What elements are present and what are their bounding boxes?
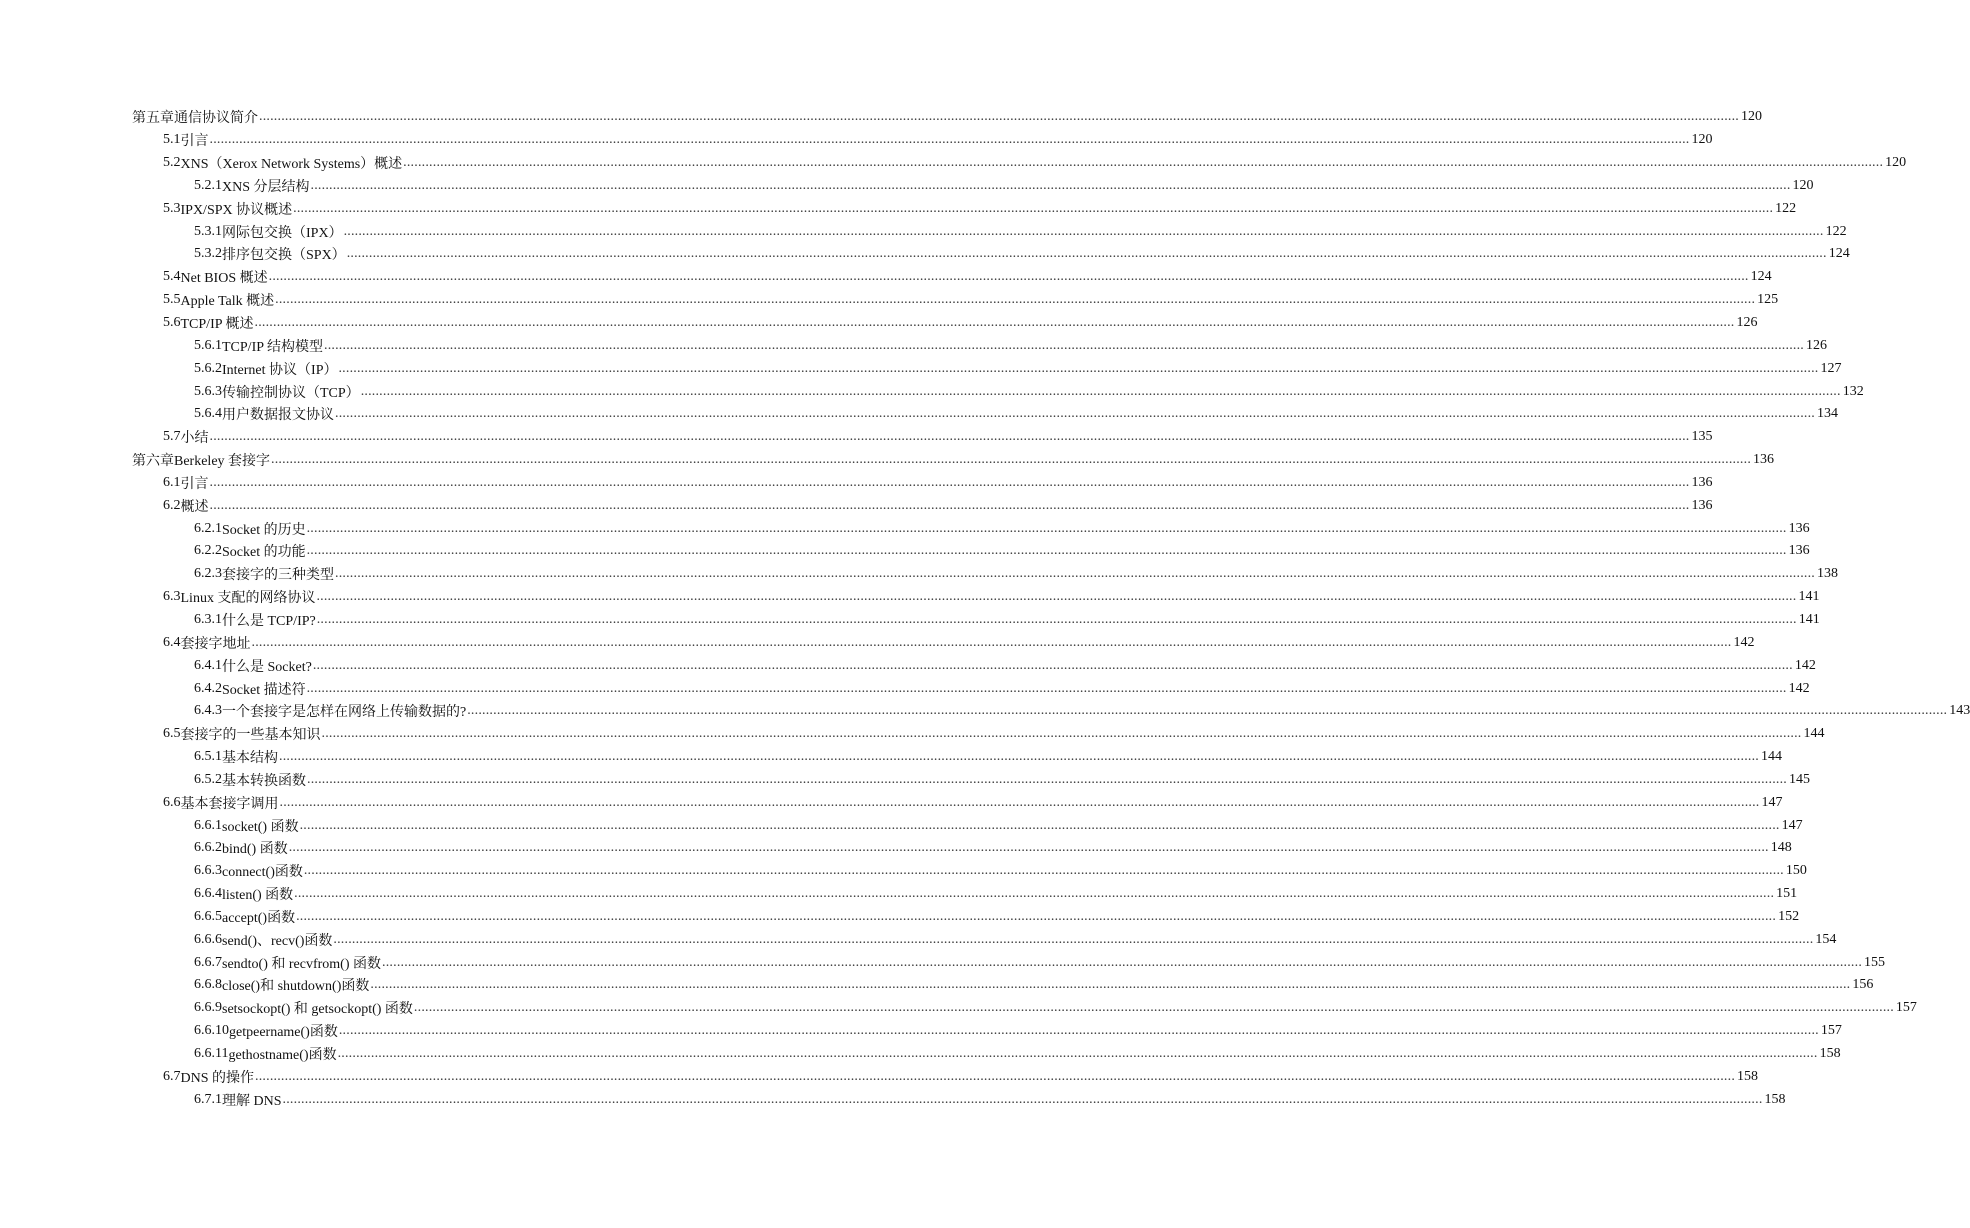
toc-section-entry [0,426,1713,449]
toc-section-entry [0,540,1810,563]
toc-section-entry [0,129,1713,152]
toc-section-entry [0,814,1803,837]
dot-leader: ................................................................................................................................................................................................................................................................................................................................................................................................................ [209,497,1690,513]
toc-entry-title: 套接字的三种类型 [222,568,334,584]
toc-entry-page: 141 [1798,611,1820,627]
toc-section-entry [0,197,1797,220]
toc-section-entry [0,380,1864,403]
toc-entry-title: Linux 支配的网络协议 [180,591,316,607]
toc-entry-number: 5.7 [163,429,181,445]
toc-entry-title: Socket 的功能 [222,545,306,561]
toc-entry-number: 5.6.3 [194,383,222,399]
toc-entry-number: 第五章 [132,111,174,127]
toc-entry-number: 6.6.9 [194,1000,222,1016]
toc-entry-number: 5.4 [163,269,181,285]
toc-entry-title: XNS（Xerox Network Systems）概述 [180,157,403,173]
toc-entry-page: 135 [1691,429,1713,445]
dot-leader: ................................................................................................................................................................................................................................................................................................................................................................................................................ [209,474,1690,490]
toc-entry-number: 6.3.1 [194,611,222,627]
toc-entry-page: 158 [1819,1046,1841,1062]
toc-entry-page: 136 [1691,497,1713,513]
toc-section-entry [0,654,1816,677]
toc-entry-page: 156 [1852,977,1874,993]
toc-entry-number: 6.6.10 [194,1023,229,1039]
toc-entry-title: 用户数据报文协议 [222,408,334,424]
dot-leader: ................................................................................................................................................................................................................................................................................................................................................................................................................ [413,1000,1894,1016]
dot-leader: ................................................................................................................................................................................................................................................................................................................................................................................................................ [294,886,1775,902]
dot-leader: ................................................................................................................................................................................................................................................................................................................................................................................................................ [382,954,1863,970]
toc-entry-title: 引言 [180,134,209,150]
toc-chapter-entry [0,106,1762,129]
toc-entry-title: 传输控制协议（TCP） [222,385,360,401]
dot-leader: ................................................................................................................................................................................................................................................................................................................................................................................................................ [306,543,1787,559]
table-of-contents [0,106,1970,1111]
dot-leader: ................................................................................................................................................................................................................................................................................................................................................................................................................ [251,634,1732,650]
toc-entry-number: 5.3 [163,200,181,216]
toc-entry-page: 126 [1736,315,1758,331]
toc-entry-number: 6.5.2 [194,771,222,787]
toc-entry-title: 套接字地址 [180,636,251,652]
toc-entry-page: 120 [1691,132,1713,148]
toc-section-entry [0,723,1825,746]
toc-entry-title: 通信协议简介 [174,111,258,127]
toc-section-entry [0,334,1827,357]
dot-leader: ................................................................................................................................................................................................................................................................................................................................................................................................................ [282,1091,1763,1107]
dot-leader: ................................................................................................................................................................................................................................................................................................................................................................................................................ [333,931,1814,947]
dot-leader: ................................................................................................................................................................................................................................................................................................................................................................................................................ [268,269,1749,285]
dot-leader: ................................................................................................................................................................................................................................................................................................................................................................................................................ [296,908,1777,924]
toc-entry-number: 5.6 [163,315,181,331]
toc-section-entry [0,357,1842,380]
toc-section-entry [0,266,1772,289]
toc-entry-number: 6.2.3 [194,566,222,582]
dot-leader: ................................................................................................................................................................................................................................................................................................................................................................................................................ [279,749,1759,765]
toc-entry-title: 排序包交换（SPX） [222,248,346,264]
toc-entry-number: 6.6.3 [194,863,222,879]
toc-entry-title: TCP/IP 结构模型 [222,339,323,355]
toc-entry-page: 122 [1775,200,1797,216]
toc-entry-number: 6.6.5 [194,908,222,924]
toc-entry-number: 6.6 [163,794,181,810]
dot-leader: ................................................................................................................................................................................................................................................................................................................................................................................................................ [316,589,1797,605]
toc-entry-title: Net BIOS 概述 [180,271,268,287]
dot-leader: ................................................................................................................................................................................................................................................................................................................................................................................................................ [335,406,1815,422]
toc-entry-number: 6.2 [163,497,181,513]
toc-section-entry [0,312,1758,335]
toc-entry-number: 6.6.2 [194,840,222,856]
toc-section-entry [0,791,1783,814]
toc-section-entry [0,700,1970,723]
toc-entry-page: 124 [1750,269,1772,285]
toc-entry-title: 概述 [180,499,209,515]
dot-leader: ................................................................................................................................................................................................................................................................................................................................................................................................................ [307,771,1787,787]
toc-section-entry [0,1065,1759,1088]
toc-entry-page: 122 [1825,223,1847,239]
dot-leader: ................................................................................................................................................................................................................................................................................................................................................................................................................ [335,566,1815,582]
toc-entry-page: 127 [1820,360,1842,376]
dot-leader: ................................................................................................................................................................................................................................................................................................................................................................................................................ [303,863,1784,879]
toc-section-entry [0,1043,1841,1066]
toc-entry-number: 5.2.1 [194,177,222,193]
dot-leader: ................................................................................................................................................................................................................................................................................................................................................................................................................ [343,223,1824,239]
toc-entry-title: socket() 函数 [222,819,299,835]
toc-section-entry [0,677,1810,700]
toc-entry-title: setsockopt() 和 getsockopt() 函数 [222,1002,413,1018]
dot-leader: ................................................................................................................................................................................................................................................................................................................................................................................................................ [312,657,1793,673]
toc-entry-number: 5.3.2 [194,246,222,262]
dot-leader: ................................................................................................................................................................................................................................................................................................................................................................................................................ [255,1068,1736,1084]
toc-section-entry [0,220,1847,243]
dot-leader: ................................................................................................................................................................................................................................................................................................................................................................................................................ [288,840,1769,856]
toc-entry-number: 6.2.2 [194,543,222,559]
toc-entry-page: 150 [1785,863,1807,879]
toc-entry-title: bind() 函数 [222,842,288,858]
toc-section-entry [0,860,1807,883]
toc-section-entry [0,974,1874,997]
toc-entry-number: 6.5.1 [194,749,222,765]
toc-entry-number: 6.2.1 [194,520,222,536]
toc-entry-number: 第六章 [132,454,174,470]
toc-entry-page: 120 [1885,155,1907,171]
toc-entry-title: Socket 描述符 [222,682,306,698]
toc-entry-page: 144 [1761,749,1782,765]
toc-entry-number: 6.7.1 [194,1091,222,1107]
toc-entry-page: 158 [1764,1091,1786,1107]
toc-entry-page: 157 [1895,1000,1917,1016]
toc-section-entry [0,517,1810,540]
toc-section-entry [0,472,1713,495]
toc-section-entry [0,1088,1786,1111]
dot-leader: ................................................................................................................................................................................................................................................................................................................................................................................................................ [299,817,1780,833]
toc-section-entry [0,175,1814,198]
toc-entry-number: 5.2 [163,155,181,171]
toc-entry-page: 144 [1803,726,1825,742]
toc-entry-page: 152 [1778,908,1800,924]
toc-entry-page: 134 [1817,406,1838,422]
dot-leader: ................................................................................................................................................................................................................................................................................................................................................................................................................ [324,337,1804,353]
dot-leader: ................................................................................................................................................................................................................................................................................................................................................................................................................ [346,246,1827,262]
dot-leader: ................................................................................................................................................................................................................................................................................................................................................................................................................ [209,429,1690,445]
toc-entry-page: 142 [1794,657,1816,673]
dot-leader: ................................................................................................................................................................................................................................................................................................................................................................................................................ [338,360,1819,376]
toc-entry-title: 基本转换函数 [222,773,306,789]
toc-entry-title: DNS 的操作 [180,1070,255,1086]
toc-entry-page: 142 [1788,680,1810,696]
toc-entry-number: 6.4.3 [194,703,222,719]
toc-entry-page: 136 [1753,452,1775,468]
toc-section-entry [0,563,1838,586]
toc-section-entry [0,928,1837,951]
toc-section-entry [0,951,1886,974]
toc-entry-title: TCP/IP 概述 [180,317,254,333]
toc-entry-page: 154 [1815,931,1837,947]
toc-entry-number: 5.5 [163,292,181,308]
toc-section-entry [0,289,1779,312]
dot-leader: ................................................................................................................................................................................................................................................................................................................................................................................................................ [316,611,1797,627]
toc-entry-number: 6.1 [163,474,181,490]
toc-entry-title: getpeername()函数 [229,1025,338,1041]
toc-entry-page: 157 [1820,1023,1842,1039]
toc-entry-title: 引言 [180,476,209,492]
toc-section-entry [0,883,1798,906]
toc-section-entry [0,494,1713,517]
dot-leader: ................................................................................................................................................................................................................................................................................................................................................................................................................ [337,1046,1818,1062]
toc-entry-title: accept()函数 [222,910,296,926]
dot-leader: ................................................................................................................................................................................................................................................................................................................................................................................................................ [306,680,1787,696]
toc-entry-page: 136 [1788,520,1810,536]
toc-entry-title: 网际包交换（IPX） [222,225,343,241]
toc-entry-number: 6.6.1 [194,817,222,833]
toc-entry-title: 基本套接字调用 [180,796,279,812]
toc-entry-page: 132 [1842,383,1864,399]
toc-entry-title: 基本结构 [222,751,278,767]
toc-entry-number: 6.6.4 [194,886,222,902]
toc-entry-page: 148 [1770,840,1792,856]
dot-leader: ................................................................................................................................................................................................................................................................................................................................................................................................................ [259,109,1739,125]
toc-entry-number: 6.3 [163,589,181,605]
toc-entry-number: 5.1 [163,132,181,148]
toc-entry-title: IPX/SPX 协议概述 [180,202,293,218]
toc-section-entry [0,997,1917,1020]
toc-entry-title: 理解 DNS [222,1093,282,1109]
toc-entry-title: listen() 函数 [222,888,294,904]
toc-entry-page: 158 [1737,1068,1759,1084]
toc-entry-page: 141 [1798,589,1820,605]
toc-entry-title: close()和 shutdown()函数 [222,979,370,995]
dot-leader: ................................................................................................................................................................................................................................................................................................................................................................................................................ [338,1023,1819,1039]
toc-chapter-entry [0,449,1775,472]
toc-entry-page: 147 [1761,794,1783,810]
dot-leader: ................................................................................................................................................................................................................................................................................................................................................................................................................ [275,292,1756,308]
toc-entry-title: send()、recv()函数 [222,933,333,949]
dot-leader: ................................................................................................................................................................................................................................................................................................................................................................................................................ [370,977,1851,993]
toc-entry-number: 6.4.2 [194,680,222,696]
toc-entry-page: 151 [1776,886,1798,902]
toc-entry-title: 套接字的一些基本知识 [180,728,321,744]
toc-entry-number: 6.6.7 [194,954,222,970]
toc-entry-number: 6.5 [163,726,181,742]
toc-entry-number: 6.6.6 [194,931,222,947]
dot-leader: ................................................................................................................................................................................................................................................................................................................................................................................................................ [271,452,1752,468]
toc-entry-page: 125 [1757,292,1779,308]
toc-section-entry [0,746,1782,769]
toc-section-entry [0,152,1907,175]
dot-leader: ................................................................................................................................................................................................................................................................................................................................................................................................................ [254,315,1735,331]
toc-entry-number: 6.6.11 [194,1046,229,1062]
toc-section-entry [0,631,1755,654]
dot-leader: ................................................................................................................................................................................................................................................................................................................................................................................................................ [306,520,1787,536]
toc-entry-number: 6.4 [163,634,181,650]
toc-section-entry [0,906,1800,929]
toc-entry-page: 136 [1788,543,1810,559]
toc-entry-page: 120 [1792,177,1814,193]
dot-leader: ................................................................................................................................................................................................................................................................................................................................................................................................................ [209,132,1690,148]
toc-entry-number: 6.7 [163,1068,181,1084]
toc-section-entry [0,837,1792,860]
toc-entry-title: sendto() 和 recvfrom() 函数 [222,956,382,972]
toc-entry-number: 6.4.1 [194,657,222,673]
toc-section-entry [0,768,1810,791]
dot-leader: ................................................................................................................................................................................................................................................................................................................................................................................................................ [360,383,1841,399]
toc-entry-page: 143 [1949,703,1970,719]
toc-entry-page: 155 [1864,954,1886,970]
dot-leader: ................................................................................................................................................................................................................................................................................................................................................................................................................ [279,794,1760,810]
toc-entry-title: 小结 [180,431,209,447]
toc-entry-number: 5.3.1 [194,223,222,239]
toc-entry-page: 138 [1817,566,1838,582]
toc-entry-title: Socket 的历史 [222,522,306,538]
toc-entry-page: 124 [1828,246,1850,262]
toc-entry-title: Apple Talk 概述 [180,294,275,310]
toc-entry-page: 145 [1789,771,1810,787]
toc-entry-title: Berkeley 套接字 [174,454,271,470]
toc-section-entry [0,403,1838,426]
toc-entry-page: 126 [1806,337,1827,353]
toc-section-entry [0,609,1820,632]
toc-entry-number: 5.6.4 [194,406,222,422]
dot-leader: ................................................................................................................................................................................................................................................................................................................................................................................................................ [293,200,1774,216]
toc-entry-number: 6.6.8 [194,977,222,993]
toc-entry-title: 一个套接字是怎样在网络上传输数据的? [222,705,467,721]
toc-entry-title: 什么是 TCP/IP? [222,613,316,629]
toc-entry-page: 136 [1691,474,1713,490]
toc-section-entry [0,586,1820,609]
dot-leader: ................................................................................................................................................................................................................................................................................................................................................................................................................ [467,703,1948,719]
toc-section-entry [0,243,1850,266]
toc-entry-title: XNS 分层结构 [222,179,310,195]
toc-entry-title: Internet 协议（IP） [222,362,338,378]
dot-leader: ................................................................................................................................................................................................................................................................................................................................................................................................................ [310,177,1791,193]
toc-entry-number: 5.6.2 [194,360,222,376]
toc-entry-title: gethostname()函数 [228,1048,337,1064]
toc-entry-title: connect()函数 [222,865,303,881]
toc-entry-title: 什么是 Socket? [222,659,312,675]
dot-leader: ................................................................................................................................................................................................................................................................................................................................................................................................................ [403,155,1884,171]
toc-entry-page: 142 [1733,634,1755,650]
dot-leader: ................................................................................................................................................................................................................................................................................................................................................................................................................ [321,726,1802,742]
toc-entry-page: 147 [1781,817,1803,833]
toc-section-entry [0,1020,1842,1043]
toc-entry-number: 5.6.1 [194,337,222,353]
toc-entry-page: 120 [1741,109,1762,125]
